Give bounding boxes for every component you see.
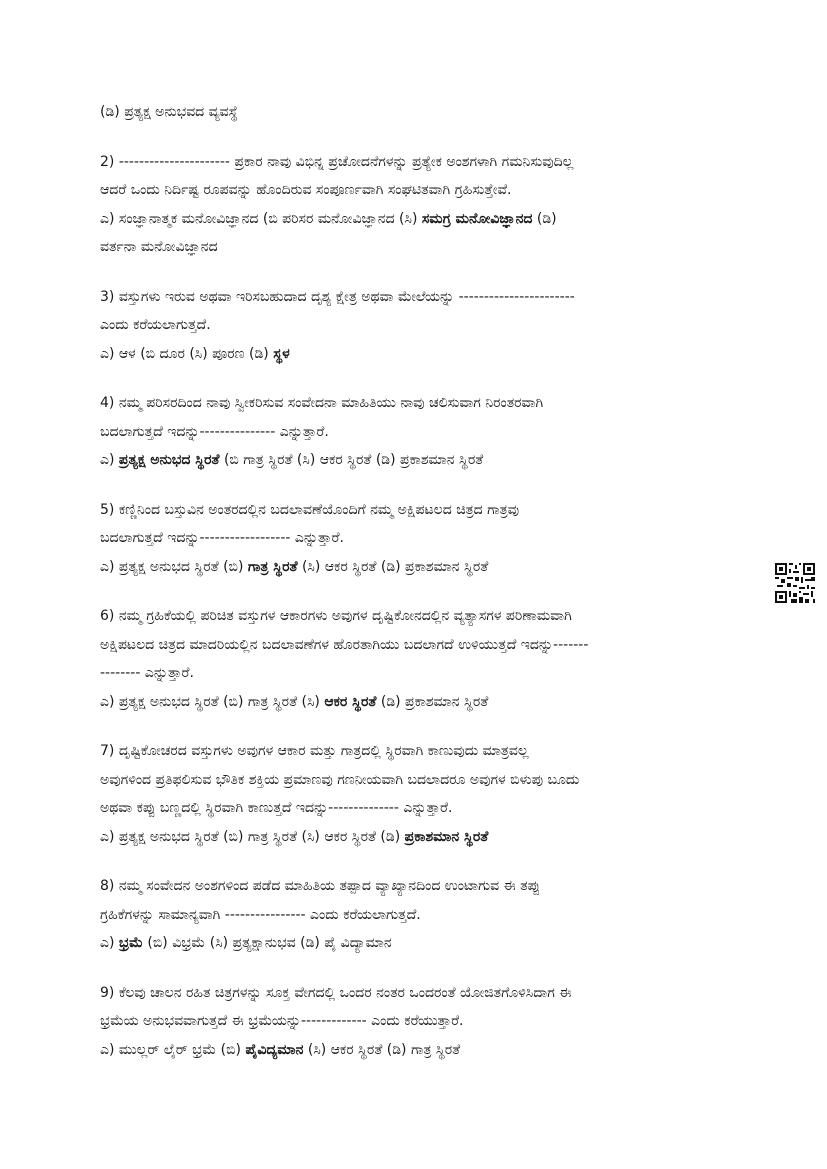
option-text: (ಡಿ) ಪ್ರಕಾಶಮಾನ ಸ್ಥಿರತೆ bbox=[376, 693, 489, 710]
correct-answer: ಆಕರ ಸ್ಥಿರತೆ bbox=[324, 693, 377, 710]
options-line bbox=[100, 688, 730, 717]
question-text: ಬದಲಾಗುತ್ತದೆ ಇದನ್ನು------------------ ಎನ್ನುತ್ತಾರೆ. bbox=[100, 530, 344, 546]
options-line bbox=[100, 1036, 730, 1065]
question-text: ಆದರೆ ಒಂದು ನಿರ್ದಿಷ್ಟ ರೂಪವನ್ನು ಹೊಂದಿರುವ ಸಂಪೂರ್ಣವಾಗಿ ಸಂಘಟಿತವಾಗಿ ಗ್ರಹಿಸುತ್ತೇವೆ. bbox=[100, 182, 512, 198]
option-text: ಎ) ಆಳ (ಬಿ ದೂರ (ಸಿ) ಪೂರಣ (ಡಿ) bbox=[100, 345, 274, 362]
question-text: 5) ಕಣ್ಣಿನಿಂದ ಬಸ್ತುವಿನ ಅಂತರದಲ್ಲಿನ ಬದಲಾವಣೆಯೊಂದಿಗೆ ನಮ್ಮ ಅಕ್ಷಿಪಟಲದ ಚಿತ್ರದ ಗಾತ್ರವು bbox=[100, 501, 520, 518]
correct-answer: ಸಮಗ್ರ ಮನೋವಿಜ್ಞಾನದ bbox=[421, 210, 533, 227]
options-line bbox=[100, 205, 730, 234]
question-5 bbox=[100, 496, 730, 582]
correct-answer: ಗಾತ್ರ ಸ್ಥಿರತೆ bbox=[247, 558, 298, 575]
option-text: (ಬಿ) ವಿಭ್ರಮೆ (ಸಿ) ಪ್ರತ್ಯಕ್ಷಾನುಭವ (ಡಿ) ಪೈ ವಿದ್ಯಾಮಾನ bbox=[142, 935, 392, 951]
option-text: ಎ) ಪ್ರತ್ಯಕ್ಷ ಅನುಭದ ಸ್ಥಿರತೆ (ಬಿ) ಗಾತ್ರ ಸ್ಥಿರತೆ (ಸಿ) bbox=[100, 693, 325, 710]
question-text: -------- ಎನ್ನುತ್ತಾರೆ. bbox=[100, 665, 194, 681]
option-line: (ಡಿ) ಪ್ರತ್ಯಕ್ಷ ಅನುಭವದ ವ್ಯವಸ್ಥೆ bbox=[100, 104, 238, 120]
question-2 bbox=[100, 148, 730, 262]
question-8 bbox=[100, 872, 730, 958]
question-1-tail bbox=[100, 98, 730, 127]
options-line bbox=[100, 823, 730, 852]
options-line bbox=[100, 446, 730, 475]
question-text: 6) ನಮ್ಮ ಗ್ರಹಿಕೆಯಲ್ಲಿ ಪರಿಚಿತ ವಸ್ತುಗಳ ಆಕಾರಗಳು ಅವುಗಳ ದೃಷ್ಟಿಕೋನದಲ್ಲಿನ ವ್ಯತ್ಯಾಸಗಳ ಪರಿಣಾಮವಾಗಿ bbox=[100, 608, 572, 624]
option-text: ಎ) ಪ್ರತ್ಯಕ್ಷ ಅನುಭದ ಸ್ಥಿರತೆ (ಬಿ) ಗಾತ್ರ ಸ್ಥಿರತೆ (ಸಿ) ಆಕರ ಸ್ಥಿರತೆ (ಡಿ) bbox=[100, 828, 405, 845]
question-text: ಭ್ರಮೆಯ ಅನುಭವವಾಗುತ್ತದೆ ಈ ಭ್ರಮೆಯನ್ನು------------- ಎಂದು ಕರೆಯುತ್ತಾರೆ. bbox=[100, 1013, 464, 1029]
question-9 bbox=[100, 979, 730, 1065]
option-text: ಎ) bbox=[100, 452, 119, 468]
question-text: ಅಥವಾ ಕಪ್ಪು ಬಣ್ಣದಲ್ಲಿ ಸ್ಥಿರವಾಗಿ ಕಾಣುತ್ತದೆ ಇದನ್ನು-------------- ಎನ್ನುತ್ತಾರೆ. bbox=[100, 800, 453, 816]
option-text: (ಸಿ) ಆಕರ ಸ್ಥಿರತೆ (ಡಿ) ಗಾತ್ರ ಸ್ಥಿರತೆ bbox=[303, 1041, 461, 1058]
correct-answer: ಸ್ಥಳ bbox=[273, 345, 290, 362]
question-text: ಅವುಗಳಿಂದ ಪ್ರತಿಫಲಿಸುವ ಭೌತಿಕ ಶಕ್ತಿಯ ಪ್ರಮಾಣವು ಗಣನೀಯವಾಗಿ ಬದಲಾದರೂ ಅವುಗಳ ಬಿಳುಪು ಬೂದು bbox=[100, 771, 580, 788]
question-text: 2) ---------------------- ಪ್ರಕಾರ ನಾವು ವಿಭಿನ್ನ ಪ್ರಚೋದನೆಗಳನ್ನು ಪ್ರತ್ಯೇಕ ಅಂಶಗಳಾಗಿ ಗಮನಿಸುವುದಿಲ್ಲ bbox=[100, 153, 574, 170]
options-line bbox=[100, 340, 730, 369]
correct-answer: ಪೈವಿದ್ಯಮಾನ bbox=[245, 1041, 304, 1058]
question-text: 3) ವಸ್ತುಗಳು ಇರುವ ಅಥವಾ ಇರಿಸಬಹುದಾದ ದೃಶ್ಯ ಕ್ಷೇತ್ರ ಅಥವಾ ಮೇಲೆಯನ್ನು ----------------------- bbox=[100, 288, 575, 305]
question-text: 7) ದೃಷ್ಟಿಕೋಚರದ ವಸ್ತುಗಳು ಅವುಗಳ ಆಕಾರ ಮತ್ತು ಗಾತ್ರದಲ್ಲಿ ಸ್ಥಿರವಾಗಿ ಕಾಣುವುದು ಮಾತ್ರವಲ್ಲ bbox=[100, 743, 529, 759]
correct-answer: ಭ್ರಮೆ bbox=[118, 935, 143, 951]
option-text: ವರ್ತನಾ ಮನೋವಿಜ್ಞಾನದ bbox=[100, 239, 218, 255]
question-3 bbox=[100, 283, 730, 369]
option-text: (ಬಿ ಗಾತ್ರ ಸ್ಥಿರತೆ (ಸಿ) ಆಕರ ಸ್ಥಿರತೆ (ಡಿ) ಪ್ರಕಾಶಮಾನ ಸ್ಥಿರತೆ bbox=[219, 452, 484, 468]
question-text: 9) ಕೆಲವು ಚಾಲನ ರಹಿತ ಚಿತ್ರಗಳನ್ನು ಸೂಕ್ತ ವೇಗದಲ್ಲಿ ಒಂದರ ನಂತರ ಒಂದರಂತೆ ಯೋಜಿತಗೊಳಿಸಿದಾಗ ಈ bbox=[100, 984, 572, 1001]
question-text: 4) ನಮ್ಮ ಪರಿಸರದಿಂದ ನಾವು ಸ್ವೀಕರಿಸುವ ಸಂವೇದನಾ ಮಾಹಿತಿಯು ನಾವು ಚಲಿಸುವಾಗ ನಿರಂತರವಾಗಿ bbox=[100, 395, 544, 411]
question-4 bbox=[100, 389, 730, 475]
option-text: ಎ) bbox=[100, 935, 119, 951]
question-text: 8) ನಮ್ಮ ಸಂವೇದನ ಅಂಶಗಳಿಂದ ಪಡೆದ ಮಾಹಿತಿಯ ತಪ್ಪಾದ ವ್ಯಾಖ್ಯಾನದಿಂದ ಉಂಟಾಗುವ ಈ ತಪ್ಪು bbox=[100, 878, 541, 894]
option-text: ಎ) ಸಂಜ್ಞಾನಾತ್ಮಕ ಮನೋವಿಜ್ಞಾನದ (ಬಿ ಪರಿಸರ ಮನೋವಿಜ್ಞಾನದ (ಸಿ) bbox=[100, 210, 422, 227]
question-text: ಅಕ್ಷಿಪಟಲದ ಚಿತ್ರದ ಮಾದರಿಯಲ್ಲಿನ ಬದಲಾವಣೆಗಳ ಹೊರತಾಗಿಯು ಬದಲಾಗದೆ ಉಳಿಯುತ್ತದೆ ಇದನ್ನು------- bbox=[100, 636, 589, 653]
question-text: ಗ್ರಹಿಕೆಗಳನ್ನು ಸಾಮಾನ್ಯವಾಗಿ ---------------- ಎಂದು ಕರೆಯಲಾಗುತ್ತದೆ. bbox=[100, 906, 421, 923]
correct-answer: ಪ್ರಕಾಶಮಾನ ಸ್ಥಿರತೆ bbox=[404, 828, 489, 845]
question-7 bbox=[100, 737, 730, 851]
option-text: (ಸಿ) ಆಕರ ಸ್ಥಿರತೆ (ಡಿ) ಪ್ರಕಾಶಮಾನ ಸ್ಥಿರತೆ bbox=[297, 558, 489, 575]
question-6 bbox=[100, 602, 730, 716]
correct-answer: ಪ್ರತ್ಯಕ್ಷ ಅನುಭದ ಸ್ಥಿರತೆ bbox=[118, 452, 220, 468]
document-page bbox=[100, 98, 730, 1064]
question-text: ಎಂದು ಕರೆಯಲಾಗುತ್ತದೆ. bbox=[100, 317, 211, 333]
option-text: ಎ) ಪ್ರತ್ಯಕ್ಷ ಅನುಭದ ಸ್ಥಿರತೆ (ಬಿ) bbox=[100, 558, 248, 575]
option-text: (ಡಿ) bbox=[532, 210, 557, 227]
options-line bbox=[100, 929, 730, 958]
option-text: ಎ) ಮುಲ್ಲರ್ ಲೈರ್ ಭ್ರಮೆ (ಬಿ) bbox=[100, 1041, 246, 1058]
qr-code-icon[interactable] bbox=[775, 563, 815, 603]
question-text: ಬದಲಾಗುತ್ತದೆ ಇದನ್ನು--------------- ಎನ್ನುತ್ತಾರೆ. bbox=[100, 423, 329, 440]
options-line bbox=[100, 553, 730, 582]
